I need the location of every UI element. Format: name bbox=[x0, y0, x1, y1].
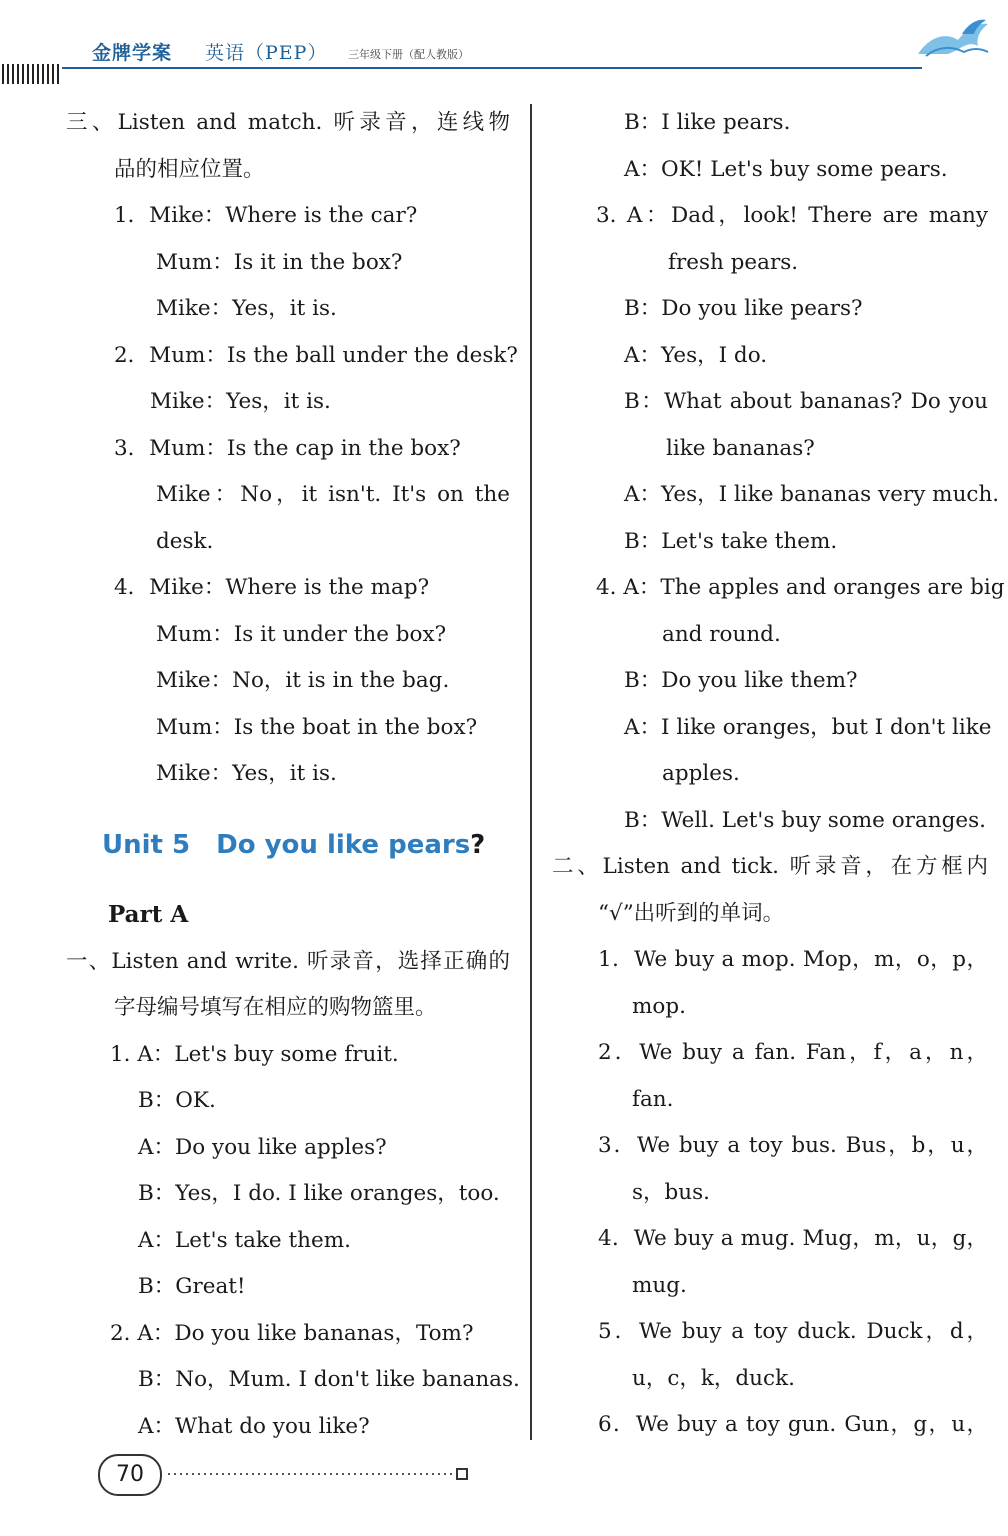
unit-title bbox=[60, 822, 510, 869]
text-line: 3．We buy a toy bus. Bus，b，u， bbox=[598, 1133, 988, 1158]
text-line: B：Do you like them? bbox=[624, 668, 858, 693]
text-line: s，bus. bbox=[632, 1179, 711, 1205]
text-line: Mike：Yes，it is. bbox=[156, 761, 337, 786]
text-line: B：Yes，I do. I like oranges，too. bbox=[138, 1181, 500, 1206]
header-tick-marks bbox=[2, 64, 60, 84]
header-subject: 英语（PEP） bbox=[205, 42, 328, 64]
text-line: 2. A：Do you like bananas，Tom? bbox=[110, 1320, 474, 1346]
wave-dolphin-icon bbox=[912, 10, 992, 68]
text-line: fan. bbox=[632, 1086, 674, 1112]
text-line: Mike：No，it is in the bag. bbox=[156, 668, 450, 693]
text-line: B：Let's take them. bbox=[624, 528, 838, 554]
unit-title-question-mark: ? bbox=[470, 829, 486, 860]
section-2-title: 二、Listen and tick. 听录音，在方框内 bbox=[552, 854, 988, 879]
text-line: A：Let's take them. bbox=[138, 1227, 351, 1253]
footer-square-icon bbox=[456, 1468, 468, 1480]
text-line: 字母编号填写在相应的购物篮里。 bbox=[114, 995, 437, 1020]
header-grade: 三年级下册（配人教版） bbox=[348, 48, 469, 61]
text-line: B：Great! bbox=[138, 1274, 246, 1299]
text-line: apples. bbox=[662, 761, 740, 786]
text-line: B：Do you like pears? bbox=[624, 296, 863, 321]
text-line: like bananas? bbox=[666, 435, 815, 461]
text-line: A：I like oranges，but I don't like bbox=[624, 714, 992, 740]
text-line: Mike：Yes，it is. bbox=[156, 296, 337, 321]
text-line: A：Yes，I like bananas very much. bbox=[624, 482, 1000, 507]
section-3-title: 三、Listen and match. 听录音，连线物 bbox=[66, 110, 510, 135]
text-line: B：What about bananas? Do you bbox=[624, 389, 988, 414]
text-line: Mum：Is it under the box? bbox=[156, 621, 447, 647]
text-line: 2．We buy a fan. Fan，f，a，n， bbox=[598, 1040, 988, 1065]
text-line: 5．We buy a toy duck. Duck，d， bbox=[598, 1319, 988, 1344]
footer-dotted-line bbox=[168, 1473, 454, 1475]
text-line: 4．Mike：Where is the map? bbox=[114, 575, 430, 600]
text-line: Mum：Is the boat in the box? bbox=[156, 714, 478, 740]
header-brand: 金牌学案 bbox=[92, 42, 173, 64]
right-column bbox=[552, 100, 1005, 1449]
text-line: B：I like pears. bbox=[624, 110, 791, 135]
text-line: A：Do you like apples? bbox=[138, 1134, 387, 1160]
section-1-title: 一、Listen and write. 听录音，选择正确的 bbox=[66, 948, 510, 974]
text-line: B：Well. Let's buy some oranges. bbox=[624, 807, 986, 833]
left-column bbox=[60, 100, 520, 1450]
header-rule bbox=[62, 67, 922, 69]
text-line: Mike：Yes，it is. bbox=[150, 389, 331, 414]
text-line: 品的相应位置。 bbox=[114, 156, 265, 182]
text-line: 3. A：Dad，look! There are many bbox=[596, 203, 988, 228]
text-line: 4. A：The apples and oranges are big bbox=[596, 575, 1005, 600]
text-line: 2．Mum：Is the ball under the desk? bbox=[114, 342, 518, 368]
text-line: A：What do you like? bbox=[138, 1413, 370, 1439]
text-line: desk. bbox=[156, 528, 214, 554]
text-line: 1. A：Let's buy some fruit. bbox=[110, 1041, 399, 1067]
text-line: “√”出听到的单词。 bbox=[598, 900, 785, 926]
part-title: Part A bbox=[108, 901, 189, 928]
text-line: Mum：Is it in the box? bbox=[156, 249, 403, 275]
page-number: 70 bbox=[98, 1454, 162, 1496]
text-line: u，c，k，duck. bbox=[632, 1365, 795, 1391]
column-divider bbox=[530, 104, 532, 1440]
text-line: B：No，Mum. I don't like bananas. bbox=[138, 1367, 520, 1392]
text-line: 1．Mike：Where is the car? bbox=[114, 203, 418, 228]
text-line: fresh pears. bbox=[668, 249, 799, 275]
text-line: B：OK. bbox=[138, 1088, 216, 1113]
text-line: 1．We buy a mop. Mop，m，o，p， bbox=[598, 947, 988, 972]
text-line: 4．We buy a mug. Mug，m，u，g， bbox=[598, 1226, 988, 1251]
text-line: Mike：No，it isn't. It's on the bbox=[156, 482, 510, 507]
text-line: A：Yes，I do. bbox=[624, 342, 768, 368]
text-line: mop. bbox=[632, 993, 686, 1019]
text-line: and round. bbox=[662, 621, 781, 647]
text-line: mug. bbox=[632, 1272, 687, 1298]
text-line: 3．Mum：Is the cap in the box? bbox=[114, 435, 461, 461]
text-line: A：OK! Let's buy some pears. bbox=[624, 156, 948, 182]
unit-title-text: Unit 5 Do you like pears bbox=[102, 829, 471, 860]
text-line: 6．We buy a toy gun. Gun，g，u， bbox=[598, 1412, 988, 1437]
page-header bbox=[0, 0, 1008, 90]
